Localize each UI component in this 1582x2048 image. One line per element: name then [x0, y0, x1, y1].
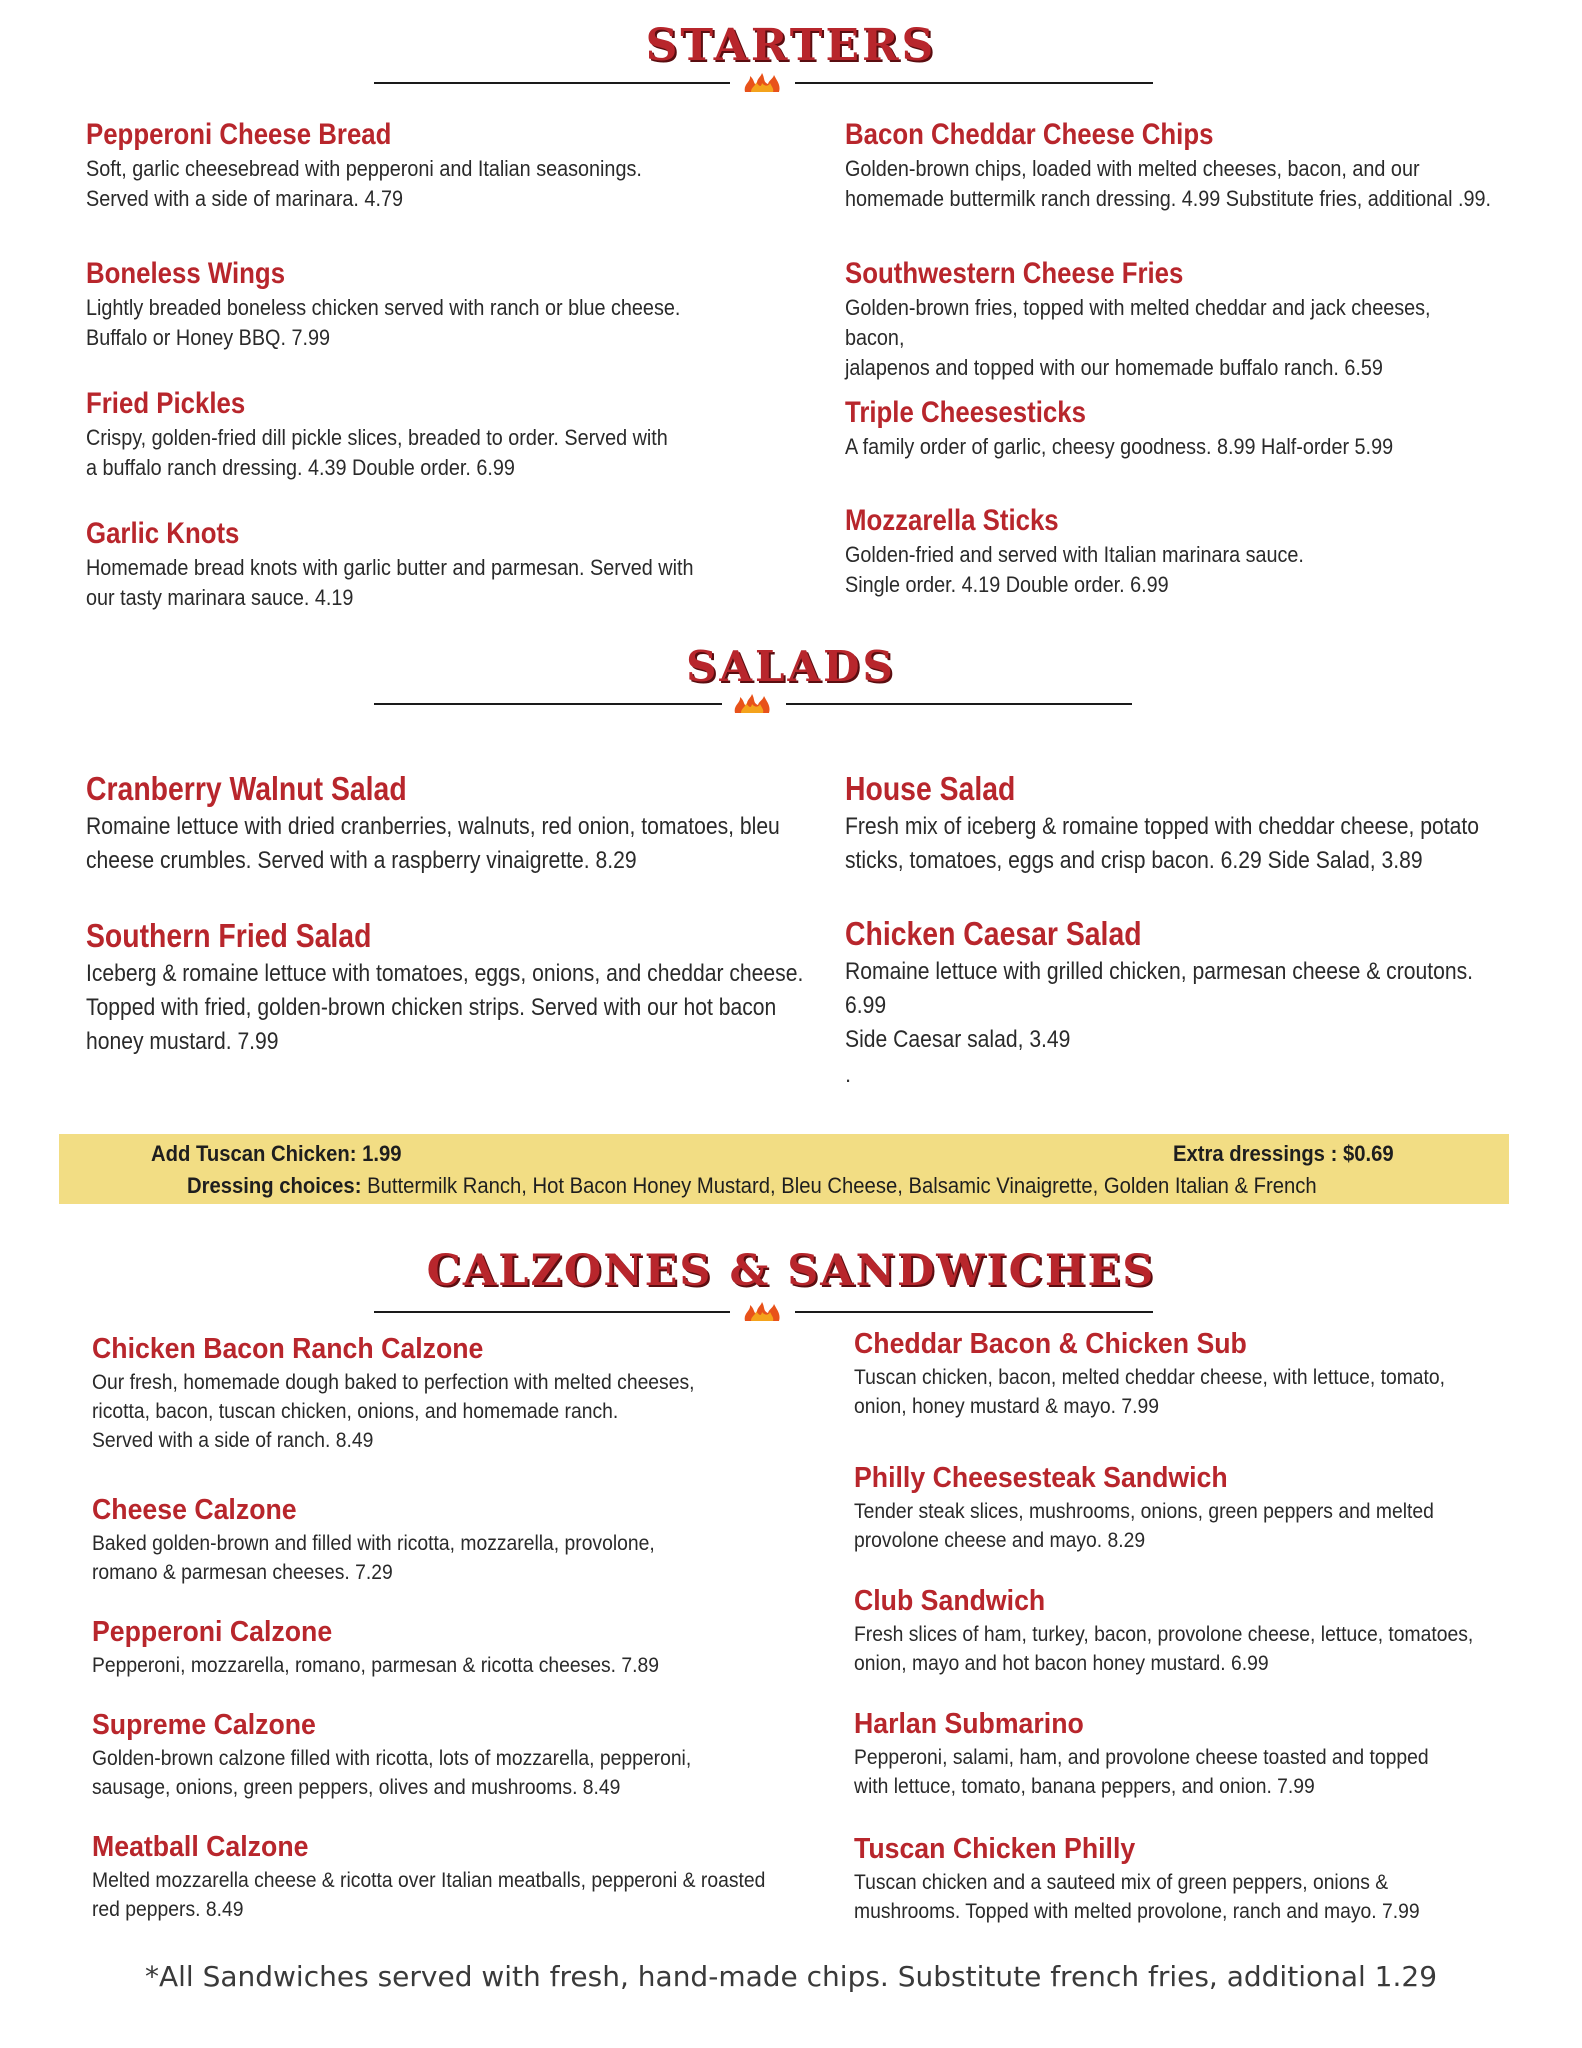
item-description: Golden-brown calzone filled with ricotta, lots of mozzarella, pepperoni, sausage, onions, green peppers, olives and mushrooms. 8.49	[92, 1747, 692, 1799]
item-description: Lightly breaded boneless chicken served with ranch or blue cheese. Buffalo or Honey BBQ. 7.99	[86, 295, 681, 350]
dressing-choices	[187, 1171, 1317, 1201]
item-name: House Salad	[845, 770, 1016, 807]
menu-item	[854, 1707, 1479, 1801]
item-name: Boneless Wings	[86, 257, 286, 290]
item-description: Fresh mix of iceberg & romaine topped with cheddar cheese, potato sticks, tomatoes, eggs and crisp bacon. 6.29 Side Salad, 3.89	[845, 813, 1479, 874]
item-name: Chicken Caesar Salad	[845, 915, 1142, 952]
item-name: Philly Cheesesteak Sandwich	[854, 1462, 1228, 1494]
item-description: Iceberg & romaine lettuce with tomatoes, eggs, onions, and cheddar cheese. Topped with fried, golden-brown chicken strips. Served with our hot bacon honey mustard. 7.99	[86, 960, 804, 1055]
menu-item	[92, 1332, 747, 1455]
starters-divider-right	[795, 82, 1153, 84]
item-name: Mozzarella Sticks	[845, 504, 1059, 537]
menu-item	[845, 118, 1579, 214]
extra-dressings-note: Extra dressings : $0.69	[1173, 1141, 1394, 1166]
dressing-choices-list: Buttermilk Ranch, Hot Bacon Honey Mustard, Bleu Cheese, Balsamic Vinaigrette, Golden Italian & French	[361, 1173, 1317, 1198]
menu-item	[845, 396, 1468, 462]
item-description: Golden-brown chips, loaded with melted cheeses, bacon, and our homemade buttermilk ranch dressing. 4.99 Substitute fries, additional .99.	[845, 156, 1492, 211]
item-name: Garlic Knots	[86, 517, 240, 550]
item-name: Cheddar Bacon & Chicken Sub	[854, 1328, 1247, 1360]
flame-icon	[731, 693, 773, 715]
item-name: Bacon Cheddar Cheese Chips	[845, 118, 1214, 151]
menu-item	[86, 770, 874, 878]
salads-divider-left	[374, 703, 722, 705]
menu-item	[854, 1832, 1469, 1926]
item-description: Soft, garlic cheesebread with pepperoni and Italian seasonings. Served with a side of marinara. 4.79	[86, 156, 642, 211]
item-description: Romaine lettuce with dried cranberries, walnuts, red onion, tomatoes, bleu cheese crumbles. Served with a raspberry vinaigrette. 8.29	[86, 813, 780, 874]
item-description: A family order of garlic, cheesy goodness. 8.99 Half-order 5.99	[845, 434, 1394, 459]
item-name: Chicken Bacon Ranch Calzone	[92, 1333, 484, 1365]
dressing-choices-label: Dressing choices:	[187, 1173, 362, 1198]
menu-item	[854, 1327, 1496, 1421]
menu-item	[845, 257, 1582, 383]
item-name: Supreme Calzone	[92, 1709, 316, 1741]
calzones-divider-left	[374, 1311, 730, 1313]
menu-item	[86, 917, 901, 1059]
item-name: Tuscan Chicken Philly	[854, 1833, 1136, 1865]
menu-item	[845, 915, 1582, 1057]
sandwich-footnote: *All Sandwiches served with fresh, hand-made chips. Substitute french fries, additional 1.29	[144, 1960, 1438, 1993]
item-description: Tuscan chicken and a sauteed mix of green peppers, onions & mushrooms. Topped with melted provolone, ranch and mayo. 7.99	[854, 1871, 1420, 1923]
item-description: Baked golden-brown and filled with ricotta, mozzarella, provolone, romano & parmesan cheeses. 7.29	[92, 1532, 655, 1584]
item-description: Pepperoni, salami, ham, and provolone cheese toasted and topped with lettuce, tomato, banana peppers, and onion. 7.99	[854, 1746, 1429, 1798]
menu-item	[86, 387, 747, 483]
item-name: Cheese Calzone	[92, 1494, 297, 1526]
menu-item	[845, 504, 1367, 600]
salads-heading: SALADS	[686, 642, 896, 691]
item-name: Cranberry Walnut Salad	[86, 770, 407, 807]
item-name: Triple Cheesesticks	[845, 396, 1086, 429]
add-chicken-note: Add Tuscan Chicken: 1.99	[151, 1141, 402, 1166]
menu-item	[86, 517, 776, 613]
menu-item	[854, 1461, 1484, 1555]
menu-item	[92, 1493, 704, 1587]
starters-divider-left	[374, 82, 730, 84]
item-description: Crispy, golden-fried dill pickle slices, breaded to order. Served with a buffalo ranch dressing. 4.39 Double order. 6.99	[86, 425, 668, 480]
item-name: Meatball Calzone	[92, 1831, 309, 1863]
starters-heading: STARTERS	[645, 20, 937, 71]
calzones-divider-right	[795, 1311, 1153, 1313]
item-name: Southwestern Cheese Fries	[845, 257, 1184, 290]
item-description: Tender steak slices, mushrooms, onions, green peppers and melted provolone cheese and mayo. 8.29	[854, 1500, 1434, 1552]
menu-item	[845, 770, 1565, 878]
item-name: Pepperoni Cheese Bread	[86, 118, 392, 151]
dressing-info-band	[59, 1134, 1509, 1204]
calzones-heading: CALZONES & SANDWICHES	[426, 1246, 1156, 1296]
menu-item	[86, 118, 718, 214]
item-name: Harlan Submarino	[854, 1708, 1084, 1740]
flame-icon	[741, 72, 783, 94]
item-name: Southern Fried Salad	[86, 917, 372, 954]
menu-item	[86, 257, 761, 353]
item-description: Romaine lettuce with grilled chicken, parmesan cheese & croutons. 6.99 Side Caesar salad, 3.49	[845, 958, 1474, 1053]
menu-item	[854, 1584, 1527, 1678]
flame-icon	[741, 1301, 783, 1323]
menu-item	[92, 1615, 708, 1680]
stray-dot: .	[845, 1062, 852, 1087]
item-description: Homemade bread knots with garlic butter and parmesan. Served with our tasty marinara sauce. 4.19	[86, 555, 694, 610]
item-description: Fresh slices of ham, turkey, bacon, provolone cheese, lettuce, tomatoes, onion, mayo and hot bacon honey mustard. 6.99	[854, 1623, 1474, 1675]
item-description: Our fresh, homemade dough baked to perfection with melted cheeses, ricotta, bacon, tuscan chicken, onions, and homemade ranch. Served with a side of ranch. 8.49	[92, 1371, 695, 1452]
menu-item	[92, 1830, 824, 1924]
item-description: Golden-fried and served with Italian marinara sauce. Single order. 4.19 Double order. 6.99	[845, 542, 1304, 597]
item-description: Melted mozzarella cheese & ricotta over Italian meatballs, pepperoni & roasted red peppers. 8.49	[92, 1869, 766, 1921]
item-name: Fried Pickles	[86, 387, 246, 420]
salads-divider-right	[786, 703, 1132, 705]
item-description: Pepperoni, mozzarella, romano, parmesan & ricotta cheeses. 7.89	[92, 1654, 660, 1677]
item-name: Club Sandwich	[854, 1585, 1046, 1617]
menu-item	[92, 1708, 743, 1802]
item-name: Pepperoni Calzone	[92, 1616, 333, 1648]
item-description: Tuscan chicken, bacon, melted cheddar cheese, with lettuce, tomato, onion, honey mustard & mayo. 7.99	[854, 1366, 1446, 1418]
item-description: Golden-brown fries, topped with melted cheddar and jack cheeses, bacon, jalapenos and topped with our homemade buffalo ranch. 6.59	[845, 295, 1431, 380]
